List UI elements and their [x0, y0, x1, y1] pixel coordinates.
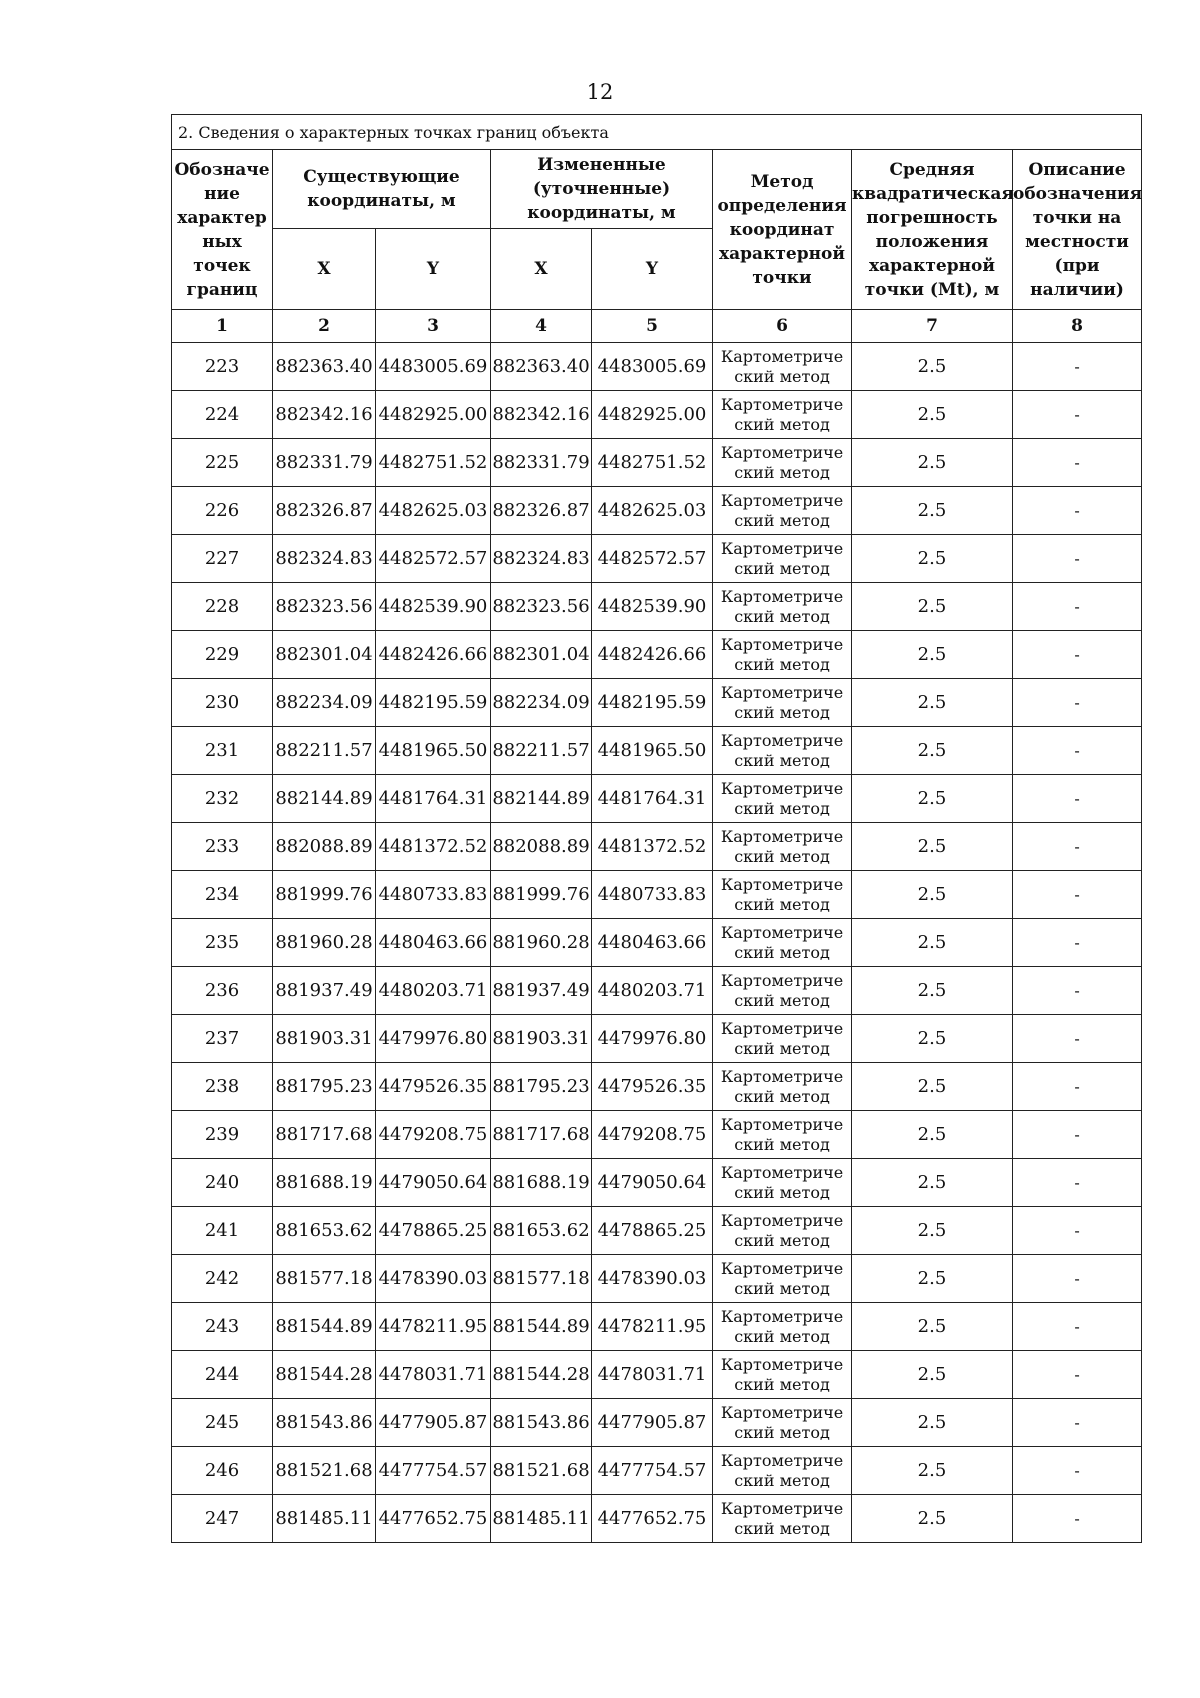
existing-x-cell: 881653.62 [273, 1207, 376, 1255]
method-cell: Картометриче ский метод [713, 487, 852, 535]
changed-x-cell: 881485.11 [491, 1495, 592, 1543]
existing-x-cell: 882331.79 [273, 439, 376, 487]
changed-y-cell: 4478031.71 [592, 1351, 713, 1399]
method-cell: Картометриче ский метод [713, 1495, 852, 1543]
header-changed-y: Y [592, 229, 713, 310]
existing-x-cell: 881937.49 [273, 967, 376, 1015]
existing-x-cell: 881903.31 [273, 1015, 376, 1063]
method-cell: Картометриче ский метод [713, 535, 852, 583]
existing-x-cell: 882324.83 [273, 535, 376, 583]
point-designation-cell: 228 [172, 583, 273, 631]
error-cell: 2.5 [852, 343, 1013, 391]
method-cell: Картометриче ский метод [713, 391, 852, 439]
changed-y-cell: 4479526.35 [592, 1063, 713, 1111]
table-row [172, 1159, 1142, 1207]
method-cell: Картометриче ский метод [713, 1399, 852, 1447]
point-designation-cell: 247 [172, 1495, 273, 1543]
column-number: 5 [592, 310, 713, 343]
table-row [172, 391, 1142, 439]
existing-x-cell: 881521.68 [273, 1447, 376, 1495]
changed-y-cell: 4481965.50 [592, 727, 713, 775]
changed-x-cell: 882323.56 [491, 583, 592, 631]
method-cell: Картометриче ский метод [713, 1255, 852, 1303]
existing-y-cell: 4479976.80 [376, 1015, 491, 1063]
header-changed-coordinates: Измененные (уточненные) координаты, м [491, 150, 713, 229]
existing-y-cell: 4478031.71 [376, 1351, 491, 1399]
description-cell: - [1013, 535, 1142, 583]
table-row [172, 1351, 1142, 1399]
header-existing-y: Y [376, 229, 491, 310]
changed-y-cell: 4481372.52 [592, 823, 713, 871]
changed-y-cell: 4478390.03 [592, 1255, 713, 1303]
changed-x-cell: 881543.86 [491, 1399, 592, 1447]
table-row [172, 343, 1142, 391]
changed-x-cell: 882234.09 [491, 679, 592, 727]
changed-x-cell: 882088.89 [491, 823, 592, 871]
table-body [172, 343, 1142, 1543]
column-number: 4 [491, 310, 592, 343]
description-cell: - [1013, 1111, 1142, 1159]
method-cell: Картометриче ский метод [713, 343, 852, 391]
error-cell: 2.5 [852, 775, 1013, 823]
changed-y-cell: 4482625.03 [592, 487, 713, 535]
error-cell: 2.5 [852, 1399, 1013, 1447]
existing-y-cell: 4480463.66 [376, 919, 491, 967]
existing-x-cell: 882234.09 [273, 679, 376, 727]
error-cell: 2.5 [852, 1063, 1013, 1111]
point-designation-cell: 243 [172, 1303, 273, 1351]
changed-y-cell: 4482751.52 [592, 439, 713, 487]
changed-y-cell: 4480733.83 [592, 871, 713, 919]
existing-y-cell: 4481372.52 [376, 823, 491, 871]
changed-x-cell: 881577.18 [491, 1255, 592, 1303]
header-existing-coordinates: Существующие координаты, м [273, 150, 491, 229]
error-cell: 2.5 [852, 823, 1013, 871]
table-row [172, 1111, 1142, 1159]
point-designation-cell: 230 [172, 679, 273, 727]
existing-x-cell: 881485.11 [273, 1495, 376, 1543]
changed-x-cell: 881795.23 [491, 1063, 592, 1111]
column-number-row [172, 310, 1142, 343]
existing-y-cell: 4477652.75 [376, 1495, 491, 1543]
table-row [172, 1495, 1142, 1543]
changed-y-cell: 4479976.80 [592, 1015, 713, 1063]
point-designation-cell: 241 [172, 1207, 273, 1255]
description-cell: - [1013, 583, 1142, 631]
point-designation-cell: 242 [172, 1255, 273, 1303]
changed-x-cell: 882342.16 [491, 391, 592, 439]
changed-x-cell: 881653.62 [491, 1207, 592, 1255]
existing-x-cell: 882363.40 [273, 343, 376, 391]
description-cell: - [1013, 871, 1142, 919]
description-cell: - [1013, 631, 1142, 679]
method-cell: Картометриче ский метод [713, 1447, 852, 1495]
existing-x-cell: 881688.19 [273, 1159, 376, 1207]
point-designation-cell: 246 [172, 1447, 273, 1495]
point-designation-cell: 245 [172, 1399, 273, 1447]
existing-y-cell: 4478390.03 [376, 1255, 491, 1303]
existing-x-cell: 882342.16 [273, 391, 376, 439]
point-designation-cell: 223 [172, 343, 273, 391]
method-cell: Картометриче ский метод [713, 1111, 852, 1159]
changed-x-cell: 882331.79 [491, 439, 592, 487]
changed-y-cell: 4482572.57 [592, 535, 713, 583]
table-row [172, 967, 1142, 1015]
existing-y-cell: 4482539.90 [376, 583, 491, 631]
page-number: 12 [586, 80, 614, 104]
table-row [172, 1063, 1142, 1111]
boundary-points-table [171, 114, 1142, 1543]
existing-y-cell: 4479050.64 [376, 1159, 491, 1207]
point-designation-cell: 229 [172, 631, 273, 679]
description-cell: - [1013, 727, 1142, 775]
description-cell: - [1013, 1063, 1142, 1111]
changed-y-cell: 4482195.59 [592, 679, 713, 727]
existing-x-cell: 881543.86 [273, 1399, 376, 1447]
description-cell: - [1013, 1015, 1142, 1063]
changed-x-cell: 881999.76 [491, 871, 592, 919]
header-point-designation: Обозначе ние характер ных точек границ [172, 150, 273, 310]
error-cell: 2.5 [852, 871, 1013, 919]
description-cell: - [1013, 343, 1142, 391]
existing-x-cell: 881544.89 [273, 1303, 376, 1351]
changed-y-cell: 4478211.95 [592, 1303, 713, 1351]
description-cell: - [1013, 967, 1142, 1015]
method-cell: Картометриче ский метод [713, 1159, 852, 1207]
error-cell: 2.5 [852, 631, 1013, 679]
existing-x-cell: 882088.89 [273, 823, 376, 871]
point-designation-cell: 231 [172, 727, 273, 775]
point-designation-cell: 237 [172, 1015, 273, 1063]
table-row [172, 727, 1142, 775]
existing-y-cell: 4482751.52 [376, 439, 491, 487]
error-cell: 2.5 [852, 1159, 1013, 1207]
existing-x-cell: 881960.28 [273, 919, 376, 967]
changed-y-cell: 4477905.87 [592, 1399, 713, 1447]
error-cell: 2.5 [852, 1111, 1013, 1159]
method-cell: Картометриче ский метод [713, 1207, 852, 1255]
point-designation-cell: 233 [172, 823, 273, 871]
description-cell: - [1013, 1159, 1142, 1207]
method-cell: Картометриче ский метод [713, 679, 852, 727]
column-number: 6 [713, 310, 852, 343]
point-designation-cell: 226 [172, 487, 273, 535]
changed-y-cell: 4482426.66 [592, 631, 713, 679]
existing-y-cell: 4481764.31 [376, 775, 491, 823]
changed-x-cell: 881717.68 [491, 1111, 592, 1159]
existing-x-cell: 881999.76 [273, 871, 376, 919]
table-row [172, 1255, 1142, 1303]
table-caption: 2. Сведения о характерных точках границ объекта [172, 115, 1142, 150]
header-method: Метод определения координат характерной точки [713, 150, 852, 310]
changed-x-cell: 882326.87 [491, 487, 592, 535]
error-cell: 2.5 [852, 487, 1013, 535]
description-cell: - [1013, 1447, 1142, 1495]
error-cell: 2.5 [852, 919, 1013, 967]
existing-x-cell: 881717.68 [273, 1111, 376, 1159]
description-cell: - [1013, 919, 1142, 967]
changed-x-cell: 881521.68 [491, 1447, 592, 1495]
existing-y-cell: 4482572.57 [376, 535, 491, 583]
method-cell: Картометриче ский метод [713, 823, 852, 871]
point-designation-cell: 232 [172, 775, 273, 823]
changed-x-cell: 881937.49 [491, 967, 592, 1015]
header-changed-x: X [491, 229, 592, 310]
method-cell: Картометриче ский метод [713, 583, 852, 631]
table-row [172, 775, 1142, 823]
table-row [172, 871, 1142, 919]
method-cell: Картометриче ский метод [713, 919, 852, 967]
method-cell: Картометриче ский метод [713, 439, 852, 487]
existing-y-cell: 4482925.00 [376, 391, 491, 439]
column-number: 3 [376, 310, 491, 343]
description-cell: - [1013, 679, 1142, 727]
description-cell: - [1013, 1495, 1142, 1543]
changed-y-cell: 4482925.00 [592, 391, 713, 439]
error-cell: 2.5 [852, 1351, 1013, 1399]
description-cell: - [1013, 775, 1142, 823]
existing-x-cell: 881795.23 [273, 1063, 376, 1111]
point-designation-cell: 224 [172, 391, 273, 439]
table-row [172, 535, 1142, 583]
point-designation-cell: 236 [172, 967, 273, 1015]
method-cell: Картометриче ский метод [713, 1303, 852, 1351]
changed-y-cell: 4479050.64 [592, 1159, 713, 1207]
table-row [172, 1303, 1142, 1351]
description-cell: - [1013, 1207, 1142, 1255]
changed-x-cell: 881688.19 [491, 1159, 592, 1207]
description-cell: - [1013, 487, 1142, 535]
description-cell: - [1013, 439, 1142, 487]
changed-x-cell: 882324.83 [491, 535, 592, 583]
table-row [172, 1399, 1142, 1447]
header-existing-x: X [273, 229, 376, 310]
description-cell: - [1013, 823, 1142, 871]
table-row [172, 439, 1142, 487]
method-cell: Картометриче ский метод [713, 1063, 852, 1111]
column-number: 8 [1013, 310, 1142, 343]
description-cell: - [1013, 1351, 1142, 1399]
method-cell: Картометриче ский метод [713, 1015, 852, 1063]
error-cell: 2.5 [852, 1303, 1013, 1351]
error-cell: 2.5 [852, 727, 1013, 775]
method-cell: Картометриче ский метод [713, 775, 852, 823]
error-cell: 2.5 [852, 439, 1013, 487]
header-error: Средняя квадратическая погрешность положения характерной точки (Mt), м [852, 150, 1013, 310]
description-cell: - [1013, 391, 1142, 439]
point-designation-cell: 238 [172, 1063, 273, 1111]
existing-x-cell: 882211.57 [273, 727, 376, 775]
column-number: 7 [852, 310, 1013, 343]
error-cell: 2.5 [852, 1495, 1013, 1543]
existing-y-cell: 4478211.95 [376, 1303, 491, 1351]
changed-y-cell: 4477754.57 [592, 1447, 713, 1495]
method-cell: Картометриче ский метод [713, 727, 852, 775]
existing-y-cell: 4482426.66 [376, 631, 491, 679]
existing-y-cell: 4479526.35 [376, 1063, 491, 1111]
changed-x-cell: 881544.28 [491, 1351, 592, 1399]
header-description: Описание обозначения точки на местности (при наличии) [1013, 150, 1142, 310]
method-cell: Картометриче ский метод [713, 631, 852, 679]
existing-y-cell: 4480203.71 [376, 967, 491, 1015]
existing-y-cell: 4477905.87 [376, 1399, 491, 1447]
point-designation-cell: 240 [172, 1159, 273, 1207]
changed-x-cell: 882144.89 [491, 775, 592, 823]
point-designation-cell: 244 [172, 1351, 273, 1399]
column-number: 2 [273, 310, 376, 343]
method-cell: Картометриче ский метод [713, 967, 852, 1015]
existing-x-cell: 882323.56 [273, 583, 376, 631]
existing-y-cell: 4479208.75 [376, 1111, 491, 1159]
error-cell: 2.5 [852, 1447, 1013, 1495]
table-row [172, 823, 1142, 871]
existing-y-cell: 4482195.59 [376, 679, 491, 727]
existing-x-cell: 881577.18 [273, 1255, 376, 1303]
method-cell: Картометриче ский метод [713, 1351, 852, 1399]
point-designation-cell: 225 [172, 439, 273, 487]
error-cell: 2.5 [852, 583, 1013, 631]
existing-x-cell: 882301.04 [273, 631, 376, 679]
description-cell: - [1013, 1303, 1142, 1351]
error-cell: 2.5 [852, 1255, 1013, 1303]
changed-y-cell: 4483005.69 [592, 343, 713, 391]
existing-y-cell: 4482625.03 [376, 487, 491, 535]
column-number: 1 [172, 310, 273, 343]
table-row [172, 1015, 1142, 1063]
error-cell: 2.5 [852, 391, 1013, 439]
table-row [172, 1207, 1142, 1255]
changed-x-cell: 881960.28 [491, 919, 592, 967]
existing-y-cell: 4483005.69 [376, 343, 491, 391]
existing-x-cell: 882326.87 [273, 487, 376, 535]
table-row [172, 679, 1142, 727]
existing-y-cell: 4480733.83 [376, 871, 491, 919]
changed-y-cell: 4481764.31 [592, 775, 713, 823]
error-cell: 2.5 [852, 535, 1013, 583]
point-designation-cell: 239 [172, 1111, 273, 1159]
method-cell: Картометриче ский метод [713, 871, 852, 919]
existing-y-cell: 4477754.57 [376, 1447, 491, 1495]
existing-y-cell: 4481965.50 [376, 727, 491, 775]
changed-y-cell: 4480463.66 [592, 919, 713, 967]
table-row [172, 583, 1142, 631]
description-cell: - [1013, 1399, 1142, 1447]
existing-x-cell: 882144.89 [273, 775, 376, 823]
description-cell: - [1013, 1255, 1142, 1303]
error-cell: 2.5 [852, 1015, 1013, 1063]
changed-y-cell: 4478865.25 [592, 1207, 713, 1255]
changed-x-cell: 882301.04 [491, 631, 592, 679]
error-cell: 2.5 [852, 1207, 1013, 1255]
changed-x-cell: 882363.40 [491, 343, 592, 391]
table-row [172, 1447, 1142, 1495]
point-designation-cell: 227 [172, 535, 273, 583]
changed-y-cell: 4477652.75 [592, 1495, 713, 1543]
table-row [172, 631, 1142, 679]
changed-y-cell: 4480203.71 [592, 967, 713, 1015]
table-row [172, 487, 1142, 535]
existing-y-cell: 4478865.25 [376, 1207, 491, 1255]
changed-x-cell: 881544.89 [491, 1303, 592, 1351]
changed-y-cell: 4479208.75 [592, 1111, 713, 1159]
point-designation-cell: 235 [172, 919, 273, 967]
existing-x-cell: 881544.28 [273, 1351, 376, 1399]
changed-x-cell: 882211.57 [491, 727, 592, 775]
changed-y-cell: 4482539.90 [592, 583, 713, 631]
table-row [172, 919, 1142, 967]
point-designation-cell: 234 [172, 871, 273, 919]
changed-x-cell: 881903.31 [491, 1015, 592, 1063]
error-cell: 2.5 [852, 679, 1013, 727]
error-cell: 2.5 [852, 967, 1013, 1015]
